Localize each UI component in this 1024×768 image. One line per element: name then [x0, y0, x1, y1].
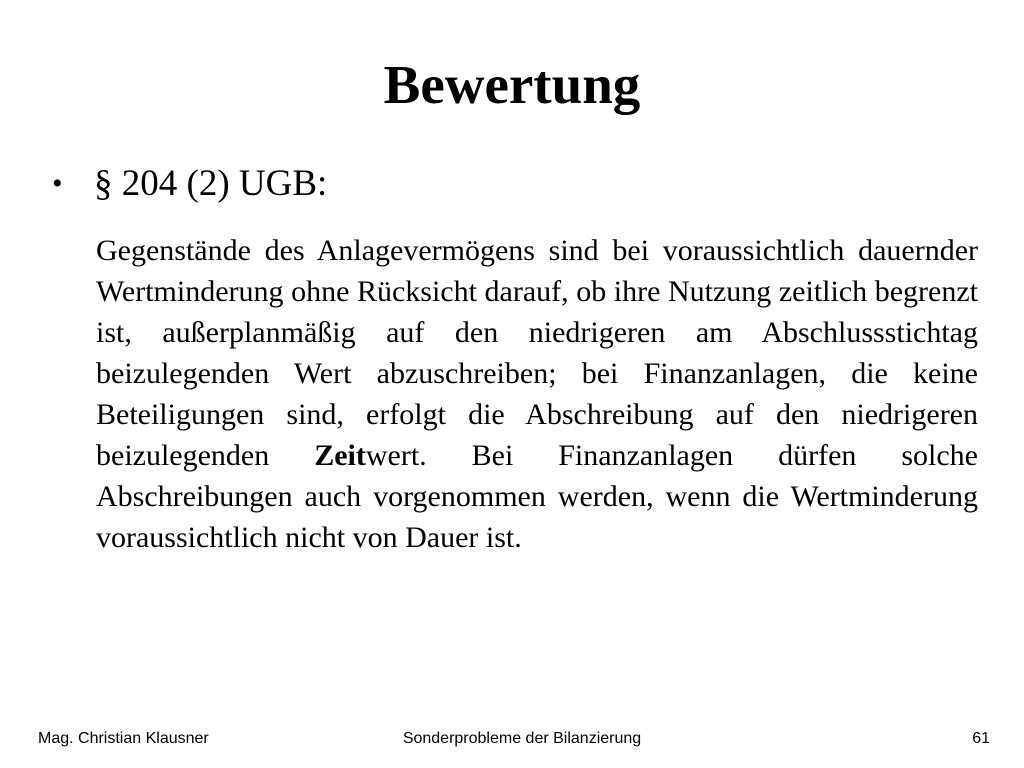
bullet-heading: § 204 (2) UGB: — [94, 163, 328, 204]
slide-title: Bewertung — [383, 54, 641, 115]
footer-author: Mag. Christian Klausner — [38, 730, 209, 747]
footer-subject: Sonderprobleme der Bilanzierung — [402, 730, 642, 747]
law-paragraph — [96, 230, 978, 558]
paragraph-text-part-2: wert. Bei Finanzanlagen dürfen solche Abschreibungen auch vorgenommen werden, wenn die Wertminderung voraussichtlich nicht von Dauer ist. — [96, 439, 978, 554]
paragraph-bold-emphasis: Zeit — [314, 439, 366, 472]
paragraph-text-part-1: Gegenstände des Anlagevermögens sind bei voraussichtlich dauernder Wertminderung ohne Rücksicht darauf, ob ihre Nutzung zeitlich begrenzt ist, außerplanmäßig auf den niedrigeren am Abschlussstichtag beizulegenden Wert abzuschreiben; bei Finanzanlagen, die keine Beteiligungen sind, erfolgt die Abschreibung auf den niedrigeren beizulegenden — [96, 234, 978, 472]
bullet-marker: • — [52, 167, 63, 200]
footer-page-number: 61 — [972, 730, 990, 747]
bullet-item — [52, 160, 327, 208]
